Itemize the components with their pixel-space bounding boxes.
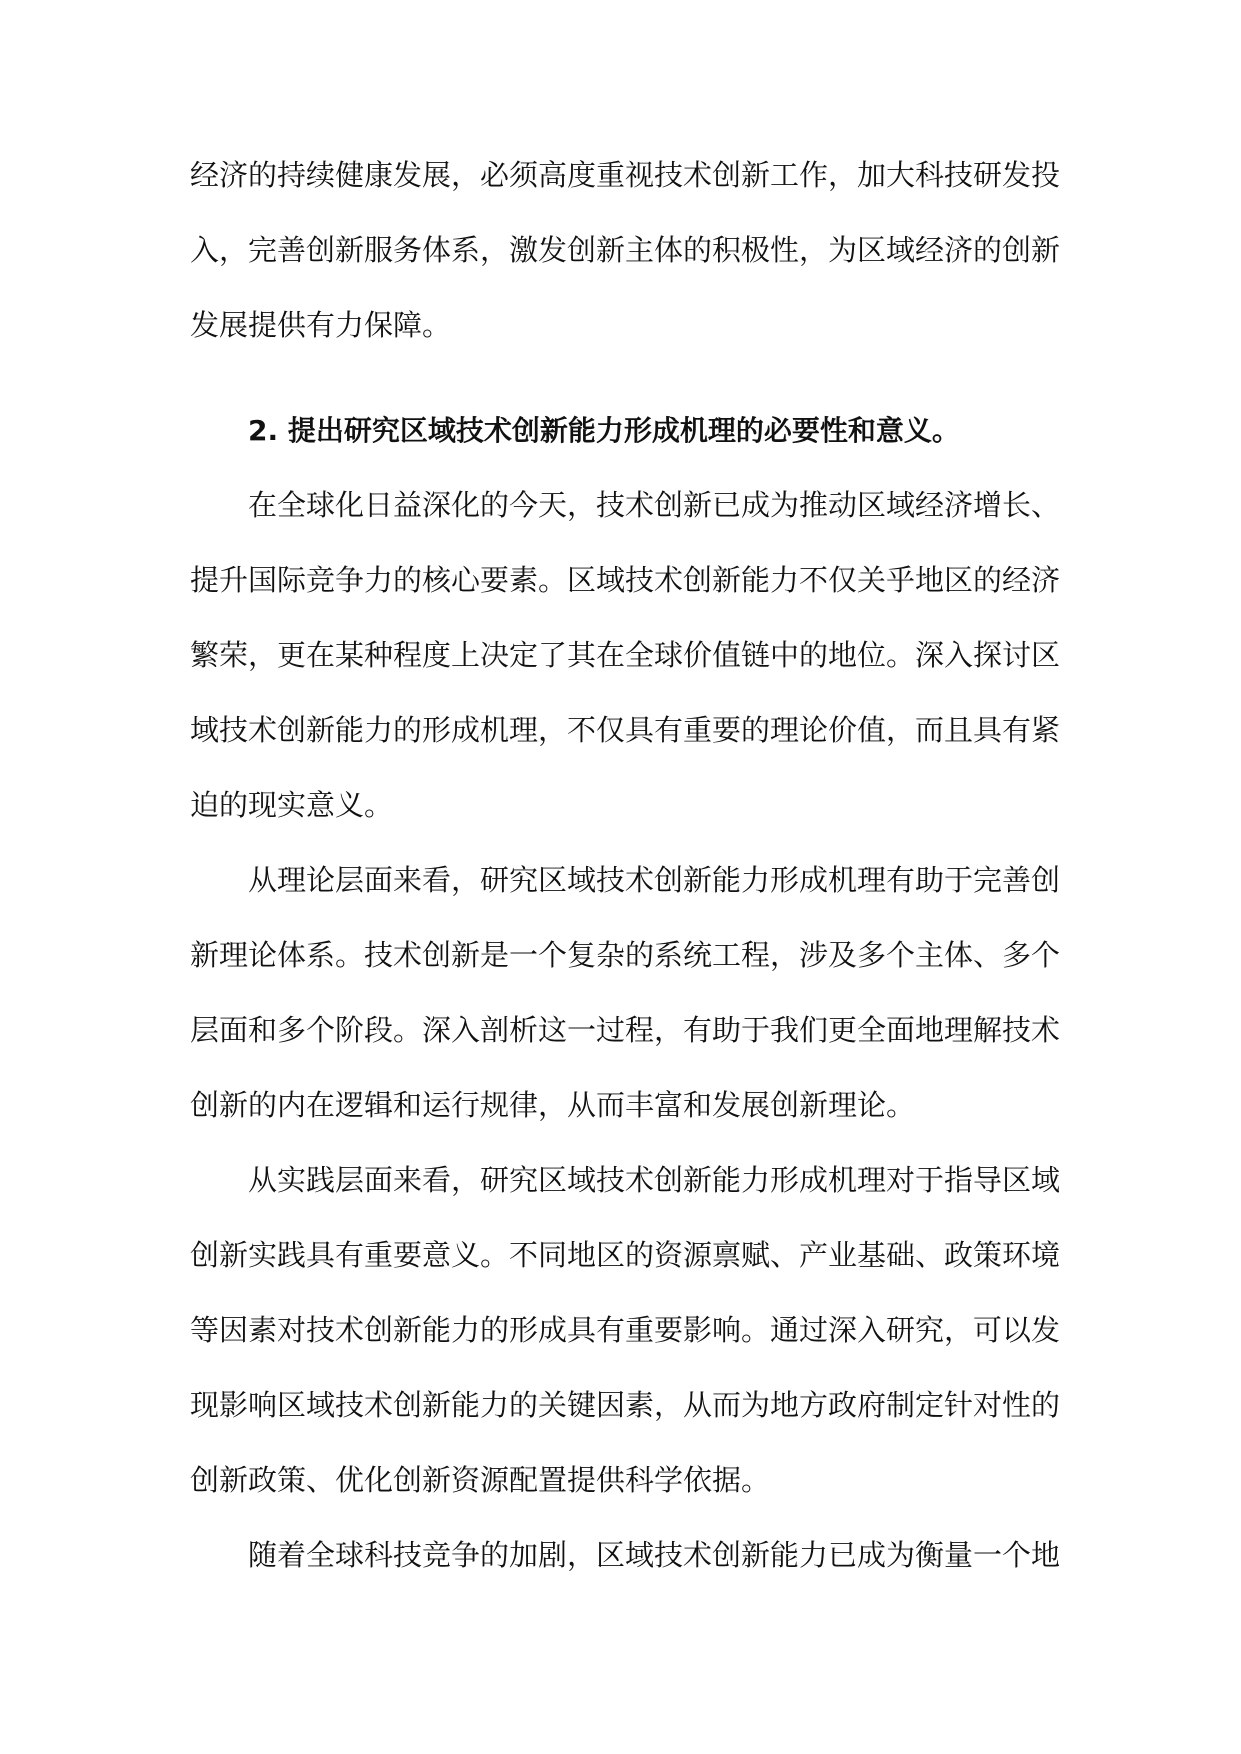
document-body [190,138,1060,1593]
paragraph-2: 从理论层面来看，研究区域技术创新能力形成机理有助于完善创新理论体系。技术创新是一个复杂的系统工程，涉及多个主体、多个层面和多个阶段。深入剖析这一过程，有助于我们更全面地理解技术创新的内在逻辑和运行规律，从而丰富和发展创新理论。 [190,863,1061,1122]
section-title: 提出研究区域技术创新能力形成机理的必要性和意义。 [287,414,960,447]
section-number: 2. [248,414,279,447]
paragraph-1: 在全球化日益深化的今天，技术创新已成为推动区域经济增长、提升国际竞争力的核心要素。区域技术创新能力不仅关乎地区的经济繁荣，更在某种程度上决定了其在全球价值链中的地位。深入探讨区域技术创新能力的形成机理，不仅具有重要的理论价值，而且具有紧迫的现实意义。 [190,488,1061,822]
paragraph-3: 从实践层面来看，研究区域技术创新能力形成机理对于指导区域创新实践具有重要意义。不同地区的资源禀赋、产业基础、政策环境等因素对技术创新能力的形成具有重要影响。通过深入研究，可以发现影响区域技术创新能力的关键因素，从而为地方政府制定针对性的创新政策、优化创新资源配置提供科学依据。 [190,1163,1061,1497]
paragraph-continued: 经济的持续健康发展，必须高度重视技术创新工作，加大科技研发投入，完善创新服务体系，激发创新主体的积极性，为区域经济的创新发展提供有力保障。 [190,158,1061,342]
section-heading [190,393,1060,468]
paragraph-4: 随着全球科技竞争的加剧，区域技术创新能力已成为衡量一个地 [248,1538,1061,1572]
